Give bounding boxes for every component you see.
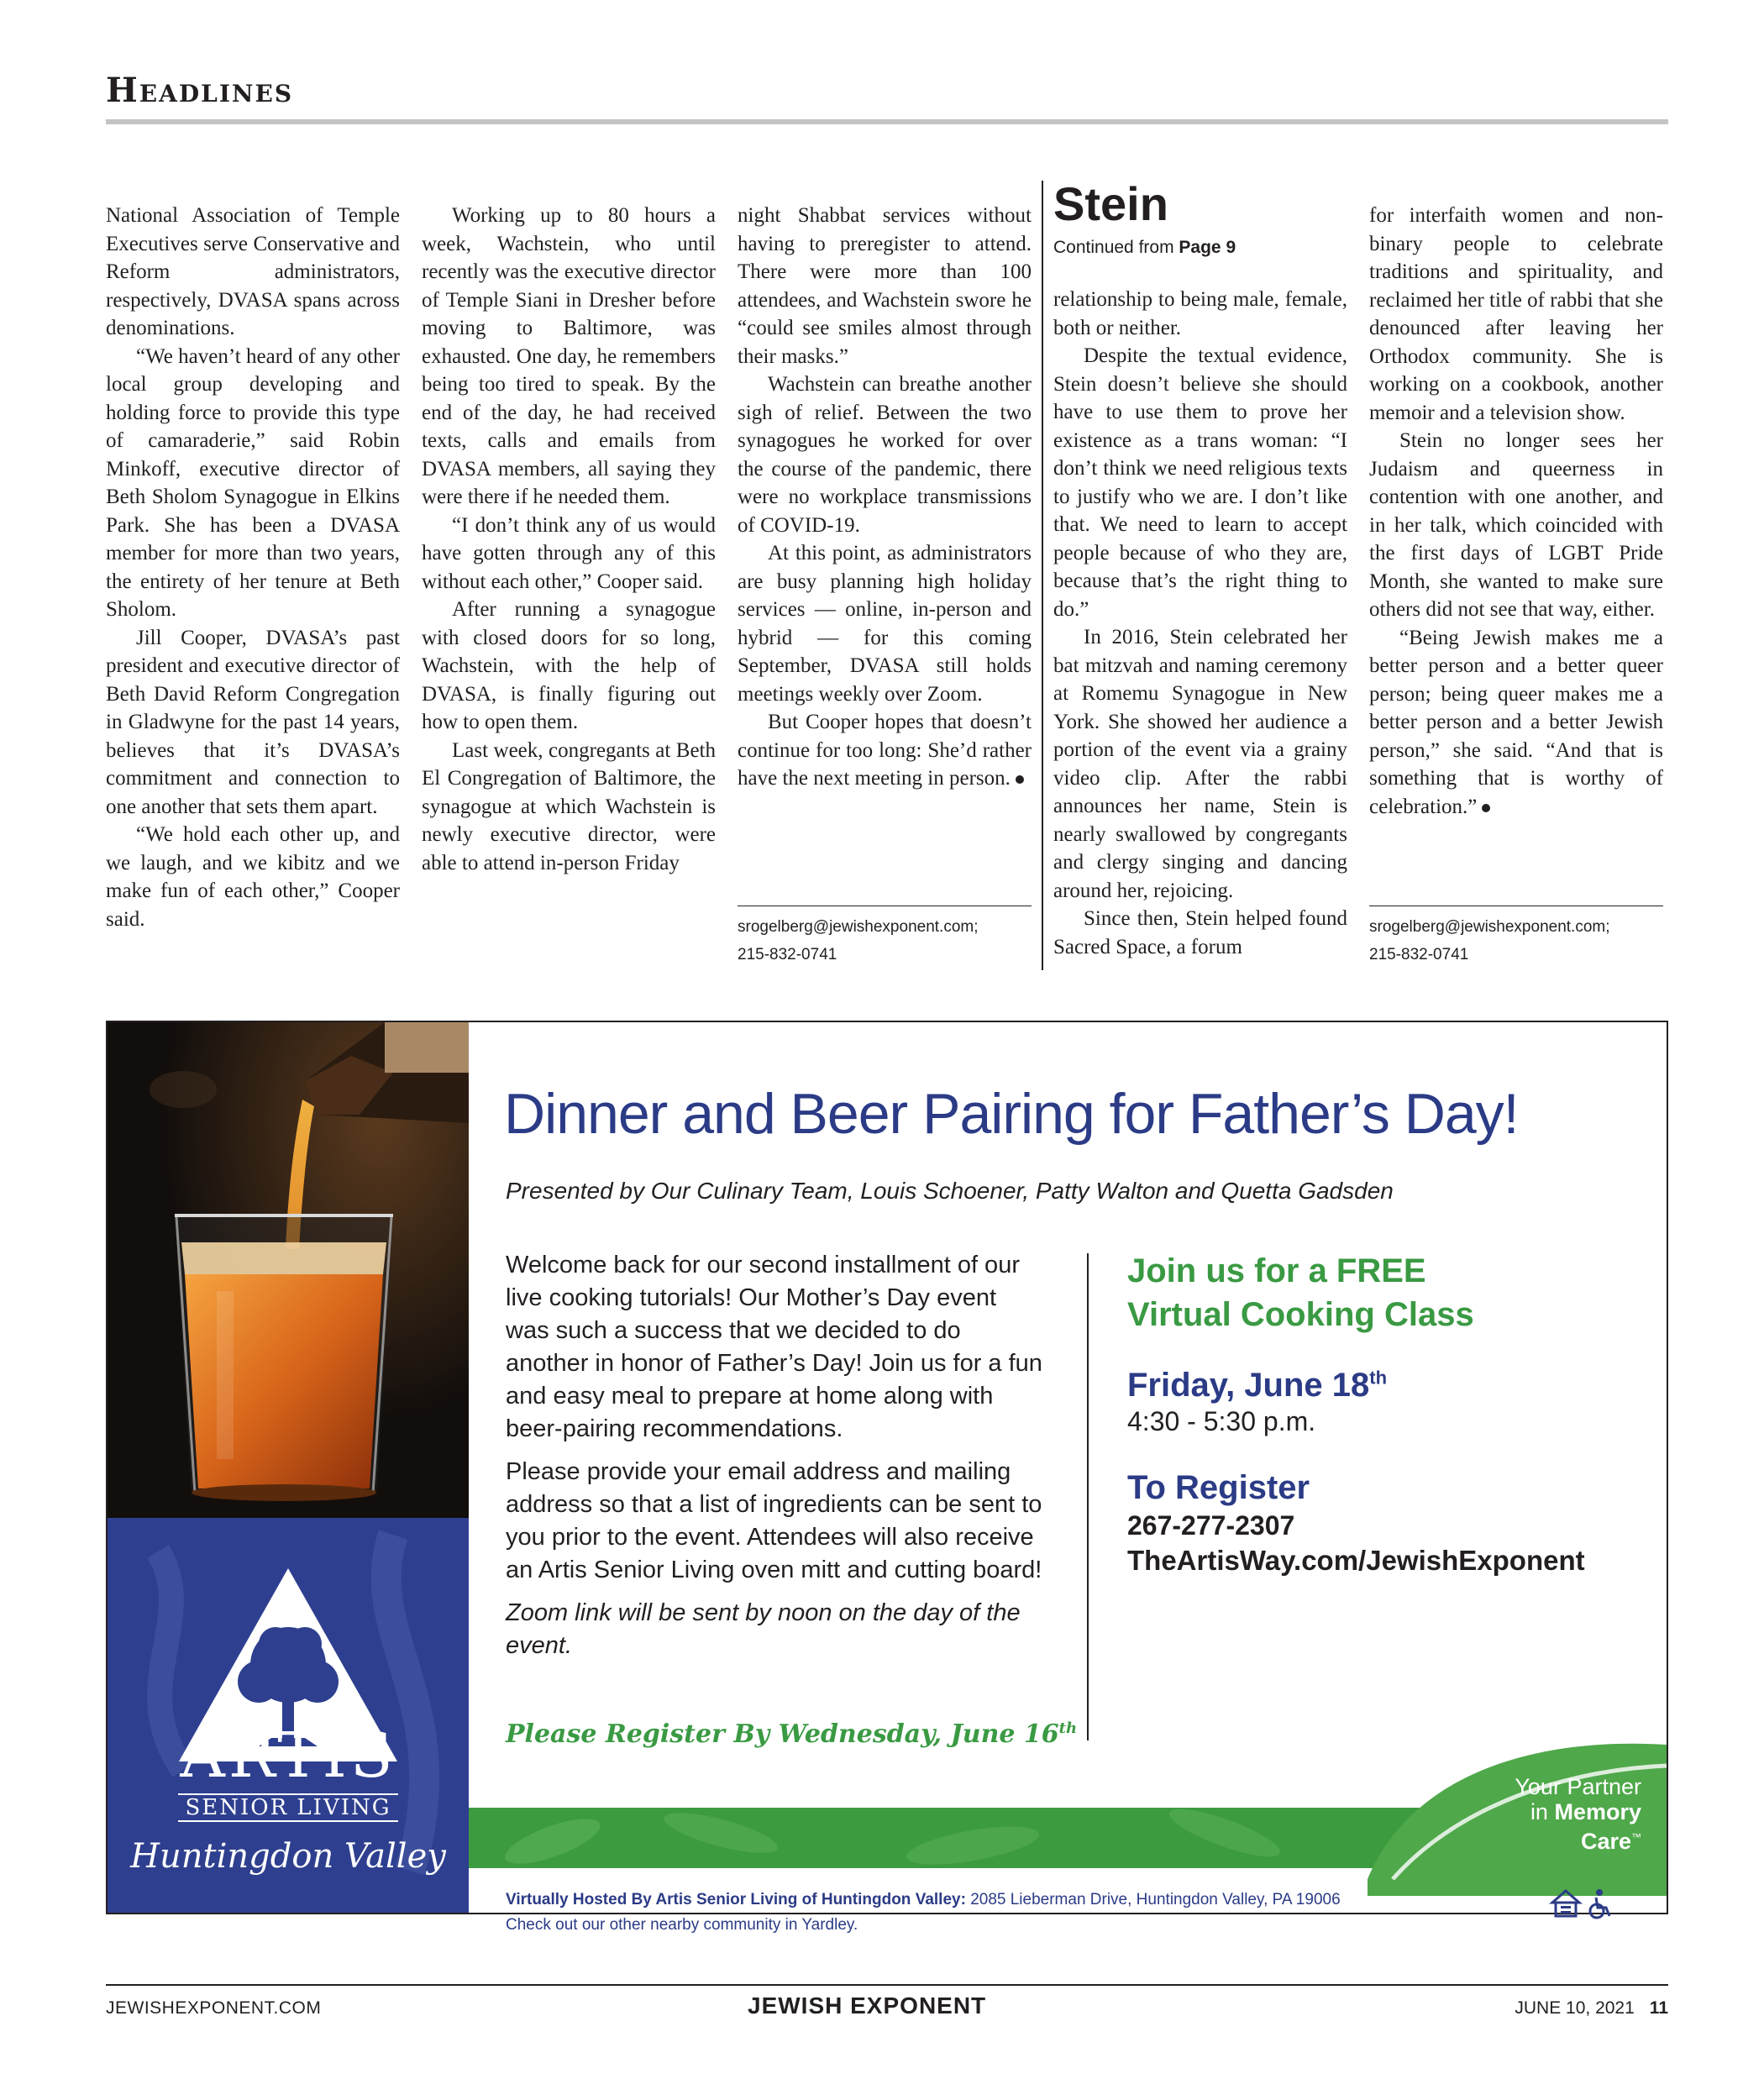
event-date-text: Friday, June 18: [1127, 1367, 1370, 1404]
paragraph-text: “Being Jewish makes me a better person and a better queer person; being queer makes me a better person and a better Jewish person,” she said. “And that is something that is worthy of celebration.”: [1369, 626, 1663, 818]
accessibility-icon: [1590, 1889, 1609, 1918]
paragraph: night Shabbat services without having to preregister to attend. There were more than 100 attendees, and Wachstein swore he “could see smiles almost through their masks.”: [738, 204, 1032, 368]
ad-footer-line-2: Check out our other nearby community in Yardley.: [506, 1916, 858, 1934]
ad-footer-line-1: [506, 1887, 1341, 1913]
memory-line-3: [1515, 1824, 1641, 1854]
article-column-1: [106, 202, 400, 933]
register-deadline: [506, 1719, 1077, 1749]
memory-in: in: [1530, 1799, 1548, 1824]
footer-masthead: JEWISH EXPONENT: [748, 1992, 987, 2019]
end-mark-icon: [1482, 804, 1490, 812]
ad-footer-host: Virtually Hosted By Artis Senior Living of Huntingdon Valley:: [506, 1891, 966, 1908]
footer-site[interactable]: JEWISHEXPONENT.COM: [106, 1998, 322, 2018]
end-mark-icon: [1016, 775, 1024, 784]
memory-tm: ™: [1631, 1831, 1641, 1843]
author-phone: 215-832-0741: [738, 946, 837, 963]
memory-line-1: Your Partner: [1515, 1774, 1641, 1799]
ad-presented-by: Presented by Our Culinary Team, Louis Schoener, Patty Walton and Quetta Gadsden: [506, 1178, 1394, 1204]
author-contact: [738, 906, 1032, 969]
continued-page: Page 9: [1179, 238, 1236, 257]
artis-logo-location: Huntingdon Valley: [130, 1837, 446, 1876]
paragraph: for interfaith women and non-binary people to celebrate traditions and spirituality, and reclaimed her title of rabbi that she denounced after leaving her Orthodox community. She is working on a cookbook, another memoir and a television show.: [1369, 204, 1663, 424]
artis-logo-name: ARTIS: [180, 1719, 396, 1792]
author-email[interactable]: srogelberg@jewishexponent.com;: [738, 918, 979, 936]
paragraph: Despite the textual evidence, Stein doesn’t believe she should have to use them to prove her existence as a trans woman: “I don’t think we need religious texts to justify who we are. I don’t like that. We need to learn to accept people because of who they are, because that’s the right thing to do.”: [1053, 344, 1347, 621]
equal-housing-icon: [1552, 1891, 1579, 1916]
page-number: 11: [1649, 1998, 1668, 2018]
continued-from: [1053, 238, 1236, 258]
footer-date-page: [1515, 1998, 1668, 2019]
event-date: [1127, 1367, 1648, 1404]
register-deadline-text: Please Register By Wednesday, June 16: [506, 1719, 1059, 1749]
ad-footer: [506, 1887, 1341, 1938]
memory-care: Care: [1580, 1829, 1631, 1854]
paragraph-end: [738, 708, 1032, 793]
ad-footer-address: 2085 Lieberman Drive, Huntingdon Valley, PA 19006: [970, 1891, 1341, 1908]
register-title: To Register: [1127, 1469, 1310, 1506]
author-contact: [1369, 906, 1663, 969]
event-time: 4:30 - 5:30 p.m.: [1127, 1406, 1316, 1436]
paragraph: Since then, Stein helped found Sacred Space, a forum: [1053, 907, 1347, 958]
ad-paragraph: Please provide your email address and mailing address so that a list of ingredients can be sent to you prior to the event. Attendees will also receive an Artis Senior Living oven mitt and cutting board!: [506, 1458, 1042, 1583]
paragraph: “I don’t think any of us would have gotten through any of this without each other,” Cooper said.: [422, 513, 716, 593]
paragraph: Jill Cooper, DVASA’s past president and executive director of Beth David Reform Congregation in Gladwyne for the past 14 years, believes that it’s DVASA’s commitment and connection to one another that sets them apart.: [106, 626, 400, 818]
paragraph: “We haven’t heard of any other local group developing and holding force to provide this type of camaraderie,” said Robin Minkoff, executive director of Beth Sholom Synagogue in Elkins Park. She has been a DVASA member for more than two years, the entirety of her tenure at Beth Sholom.: [106, 344, 400, 621]
footer-rule: [106, 1984, 1668, 1986]
continued-label: Continued from: [1053, 238, 1174, 257]
memory-line-2: [1515, 1799, 1641, 1824]
register-deadline-sup: th: [1058, 1719, 1078, 1737]
paragraph-end: [1369, 624, 1663, 822]
register-phone[interactable]: 267-277-2307: [1127, 1510, 1295, 1541]
paragraph: After running a synagogue with closed doors for so long, Wachstein, with the help of DVASA, is finally figuring out how to open them.: [422, 598, 716, 733]
column-divider: [1042, 181, 1043, 970]
jump-headline: Stein: [1053, 177, 1168, 230]
paragraph: Wachstein can breathe another sigh of relief. Between the two synagogues he worked for over the course of the pandemic, there were no workplace transmissions of COVID-19.: [738, 373, 1032, 537]
section-title: Headlines: [106, 71, 294, 110]
memory-bold: Memory: [1554, 1799, 1641, 1824]
event-date-sup: th: [1369, 1367, 1388, 1389]
ad-divider: [1087, 1253, 1089, 1740]
author-email[interactable]: srogelberg@jewishexponent.com;: [1369, 918, 1610, 936]
footer-date: JUNE 10, 2021: [1515, 1998, 1635, 2018]
advertisement: [106, 1021, 1668, 1934]
paragraph: In 2016, Stein celebrated her bat mitzvah and naming ceremony at Romemu Synagogue in New York. She showed her audience a portion of the event via a grainy video clip. After the rabbi announces her name, Stein is nearly swallowed by congregants and clergy singing and dancing around her, rejoicing.: [1053, 626, 1347, 902]
author-phone: 215-832-0741: [1369, 946, 1469, 963]
paragraph: Working up to 80 hours a week, Wachstein, who until recently was the executive director of Temple Siani in Dresher before moving to Baltimore, was exhausted. One day, he remembers being too tired to speak. By the end of the day, he had received texts, calls and emails from DVASA members, all saying they were there if he needed them.: [422, 204, 716, 508]
join-line-1: Join us for a FREE: [1127, 1252, 1426, 1289]
ad-headline: Dinner and Beer Pairing for Father’s Day!: [504, 1082, 1519, 1146]
ad-paragraph: Welcome back for our second installment of our live cooking tutorials! Our Mother’s Day event was such a success that we decided to do another in honor of Father’s Day! Join us for a fun and easy meal to prepare at home along with beer-pairing recommendations.: [506, 1252, 1042, 1442]
ad-event-details: [1127, 1249, 1648, 1577]
paragraph: “We hold each other up, and we laugh, and we kibitz and we make fun of each other,” Cooper said.: [106, 823, 400, 931]
article-column-4: [1053, 286, 1347, 961]
paragraph: National Association of Temple Executives serve Conservative and Reform administrators, respectively, DVASA spans across denominations.: [106, 204, 400, 339]
ad-zoom-note: Zoom link will be sent by noon on the day of the event.: [506, 1599, 1021, 1659]
paragraph: Stein no longer sees her Judaism and queerness in contention with one another, and in her talk, which coincided with the first days of LGBT Pride Month, she wanted to make sure others did not see that way, either.: [1369, 429, 1663, 621]
paragraph: At this point, as administrators are busy planning high holiday services — online, in-person and hybrid — for this coming September, DVASA still holds meetings weekly over Zoom.: [738, 542, 1032, 706]
artis-logo-subtitle: [108, 1795, 469, 1820]
ad-body: [506, 1249, 1043, 1672]
section-rule: [106, 119, 1668, 124]
article-column-3: [738, 202, 1032, 793]
beer-glass-illustration: [108, 1022, 469, 1518]
paragraph: Last week, congregants at Beth El Congregation of Baltimore, the synagogue at which Wachstein is newly executive director, were able to attend in-person Friday: [422, 738, 716, 874]
paragraph: relationship to being male, female, both or neither.: [1053, 288, 1347, 339]
paragraph-text: But Cooper hopes that doesn’t continue for too long: She’d rather have the next meeting in person.: [738, 711, 1032, 790]
join-line-2: Virtual Cooking Class: [1127, 1296, 1474, 1333]
article-column-5: [1369, 202, 1663, 821]
register-url[interactable]: TheArtisWay.com/JewishExponent: [1127, 1545, 1585, 1576]
ad-compliance-icons: [1549, 1887, 1616, 1925]
beer-pour-photo: [108, 1022, 469, 1518]
memory-care-tagline: [1515, 1774, 1641, 1854]
article-column-2: [422, 202, 716, 877]
artis-logo-subtitle-text: SENIOR LIVING: [178, 1793, 397, 1822]
